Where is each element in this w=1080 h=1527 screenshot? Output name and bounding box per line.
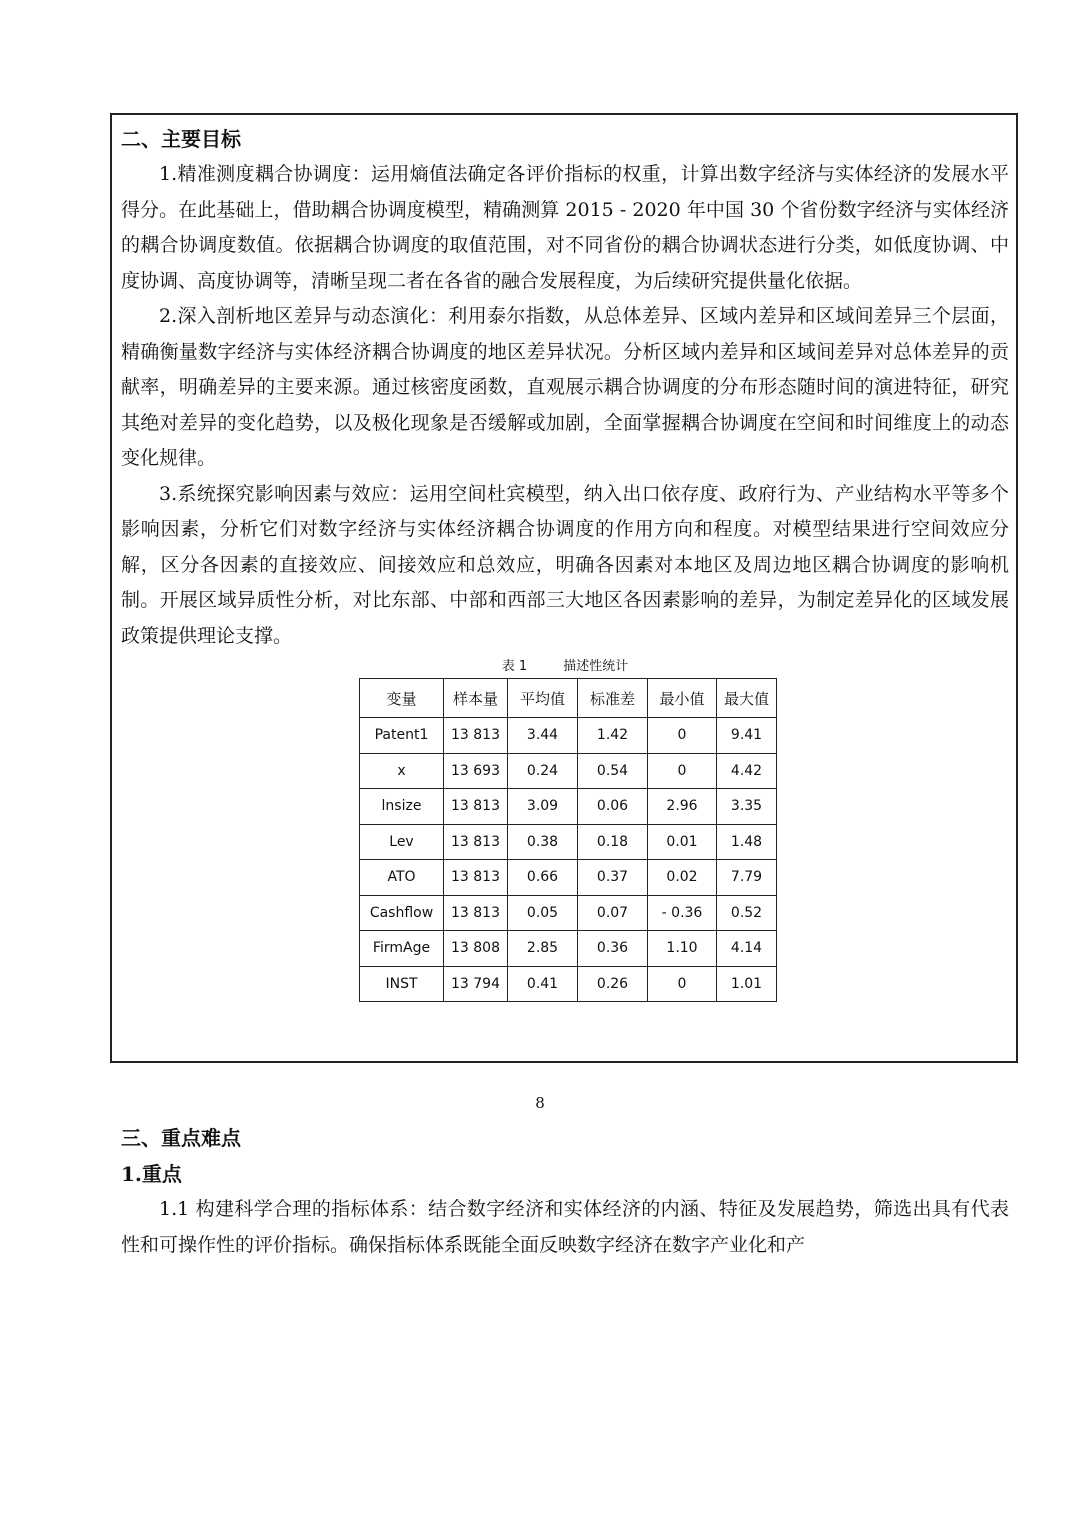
table-header-cell: 最小值 — [648, 679, 717, 718]
table-cell: 1.42 — [578, 718, 648, 754]
table-cell: 13 693 — [444, 753, 508, 789]
table-row — [360, 895, 777, 931]
table-cell: Patent1 — [360, 718, 444, 754]
table-cell: Cashflow — [360, 895, 444, 931]
table-caption — [121, 656, 1009, 678]
table-cell: ATO — [360, 860, 444, 896]
section-heading-main-goals: 二、主要目标 — [121, 127, 241, 151]
table-cell: 0.24 — [508, 753, 578, 789]
table-cell: x — [360, 753, 444, 789]
table-cell: 0.66 — [508, 860, 578, 896]
table-header-row — [360, 679, 777, 718]
table-cell: 0.54 — [578, 753, 648, 789]
table-header-cell: 平均值 — [508, 679, 578, 718]
content-body — [121, 121, 1009, 1263]
table-cell: 3.09 — [508, 789, 578, 825]
table-cell: 2.85 — [508, 931, 578, 967]
table-cell: 4.42 — [717, 753, 777, 789]
descriptive-stats-table — [359, 678, 777, 1002]
table-cell: - 0.36 — [648, 895, 717, 931]
table-cell: INST — [360, 966, 444, 1002]
table-caption-title: 描述性统计 — [563, 659, 629, 674]
table-row — [360, 718, 777, 754]
table-row — [360, 860, 777, 896]
page-number: 8 — [535, 1094, 545, 1112]
table-cell: 2.96 — [648, 789, 717, 825]
table-row — [360, 753, 777, 789]
table-caption-label: 表 1 — [501, 659, 528, 674]
goal-paragraph-3: 3.系统探究影响因素与效应：运用空间杜宾模型，纳入出口依存度、政府行为、产业结构水平等多个影响因素，分析它们对数字经济与实体经济耦合协调度的作用方向和程度。对模型结果进行空间效应分解，区分各因素的直接效应、间接效应和总效应，明确各因素对本地区及周边地区耦合协调度的影响机制。开展区域异质性分析，对比东部、中部和西部三大地区各因素影响的差异，为制定差异化的区域发展政策提供理论支撑。 — [121, 482, 1009, 647]
table-cell: 0.06 — [578, 789, 648, 825]
table-cell: 0.02 — [648, 860, 717, 896]
table-cell: 0 — [648, 718, 717, 754]
table-cell: 13 808 — [444, 931, 508, 967]
content-frame — [110, 113, 1018, 1256]
table-cell: 13 813 — [444, 789, 508, 825]
table-row — [360, 789, 777, 825]
table-cell: 0.38 — [508, 824, 578, 860]
table-cell: 0.07 — [578, 895, 648, 931]
table-header-cell: 样本量 — [444, 679, 508, 718]
table-cell: FirmAge — [360, 931, 444, 967]
table-cell: 13 813 — [444, 860, 508, 896]
table-cell: 13 813 — [444, 824, 508, 860]
table-header-cell: 变量 — [360, 679, 444, 718]
table-cell: 0.18 — [578, 824, 648, 860]
table-cell: 0.36 — [578, 931, 648, 967]
goal-paragraph-1: 1.精准测度耦合协调度：运用熵值法确定各评价指标的权重，计算出数字经济与实体经济的发展水平得分。在此基础上，借助耦合协调度模型，精确测算 2015 - 2020 年中国 30 个省份数字经济与实体经济的耦合协调度数值。依据耦合协调度的取值范围，对不同省份的耦合协调状态进行分类，如低度协调、中度协调、高度协调等，清晰呈现二者在各省的融合发展程度，为后续研究提供量化依据。 — [121, 163, 1009, 292]
table-row — [360, 966, 777, 1002]
goal-paragraph-2: 2.深入剖析地区差异与动态演化：利用泰尔指数，从总体差异、区域内差异和区域间差异三个层面，精确衡量数字经济与实体经济耦合协调度的地区差异状况。分析区域内差异和区域间差异对总体差异的贡献率，明确差异的主要来源。通过核密度函数，直观展示耦合协调度的分布形态随时间的演进特征，研究其绝对差异的变化趋势，以及极化现象是否缓解或加剧，全面掌握耦合协调度在空间和时间维度上的动态变化规律。 — [121, 305, 1009, 469]
table-cell: 4.14 — [717, 931, 777, 967]
table-cell: 0 — [648, 753, 717, 789]
table-cell: 0.52 — [717, 895, 777, 931]
table-cell: 1.10 — [648, 931, 717, 967]
table-cell: 13 813 — [444, 718, 508, 754]
subheading-key-points: 1.重点 — [121, 1162, 182, 1186]
table-cell: lnsize — [360, 789, 444, 825]
table-cell: 13 794 — [444, 966, 508, 1002]
table-header-cell: 最大值 — [717, 679, 777, 718]
table-cell: 0.01 — [648, 824, 717, 860]
table-cell: 9.41 — [717, 718, 777, 754]
table-cell: 0 — [648, 966, 717, 1002]
key-point-paragraph: 1.1 构建科学合理的指标体系：结合数字经济和实体经济的内涵、特征及发展趋势，筛选出具有代表性和可操作性的评价指标。确保指标体系既能全面反映数字经济在数字产业化和产 — [121, 1198, 1009, 1256]
table-cell: 0.26 — [578, 966, 648, 1002]
table-header-cell: 标准差 — [578, 679, 648, 718]
table-cell: 7.79 — [717, 860, 777, 896]
table-cell: Lev — [360, 824, 444, 860]
table-cell: 1.48 — [717, 824, 777, 860]
table-cell: 0.37 — [578, 860, 648, 896]
table-row — [360, 931, 777, 967]
table-cell: 0.05 — [508, 895, 578, 931]
section-heading-key-difficulties: 三、重点难点 — [121, 1126, 241, 1150]
table-row — [360, 824, 777, 860]
table-cell: 13 813 — [444, 895, 508, 931]
table-cell: 0.41 — [508, 966, 578, 1002]
table-cell: 3.35 — [717, 789, 777, 825]
table-cell: 1.01 — [717, 966, 777, 1002]
table-cell: 3.44 — [508, 718, 578, 754]
